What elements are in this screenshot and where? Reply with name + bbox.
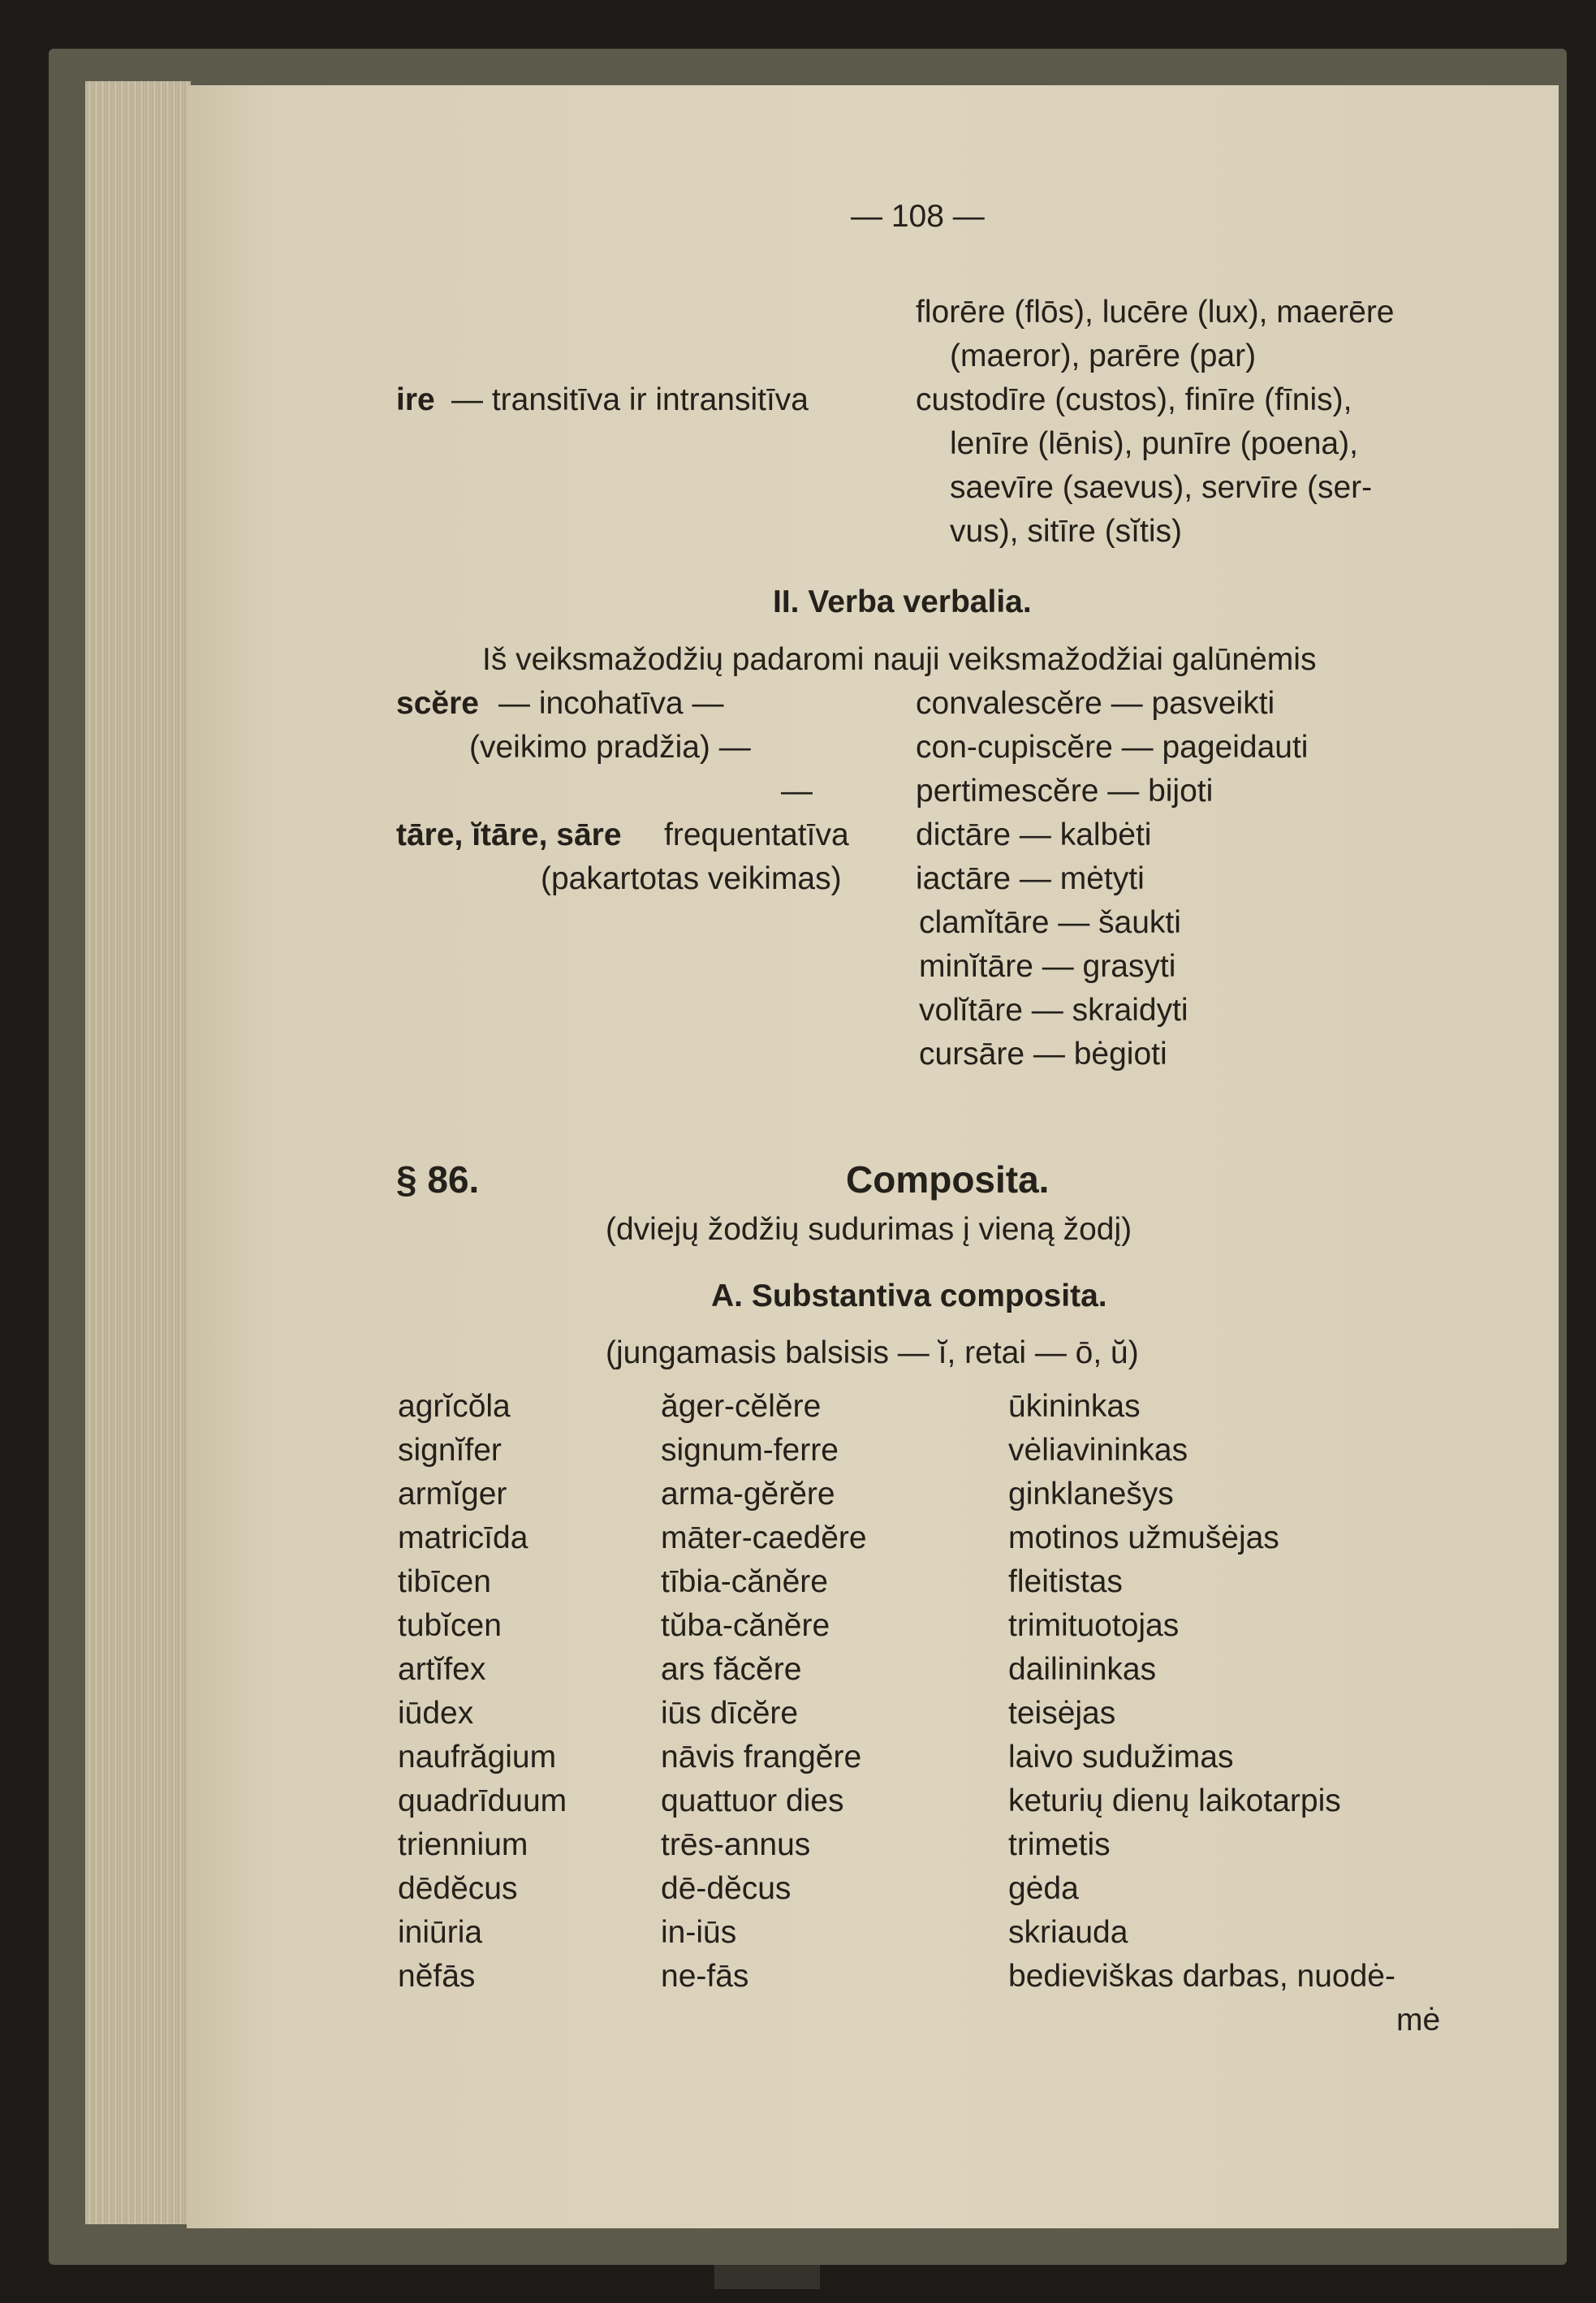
top-line-1: florēre (flōs), lucēre (lux), maerēre [916,295,1395,330]
composita-meaning: gėda [1008,1871,1079,1906]
composita-word: signĭfer [398,1433,502,1468]
composita-meaning: dailininkas [1008,1652,1157,1687]
composita-meaning: ūkininkas [1008,1389,1141,1424]
composita-word: tubĭcen [398,1608,502,1643]
section-ii-title: II. Verba verbalia. [773,584,1032,619]
verbalia-example-5: iactāre — mėtyti [916,861,1145,896]
composita-meaning: keturių dienų laikotarpis [1008,1783,1341,1818]
verbalia-example-3: pertimescĕre — bijoti [916,774,1214,809]
section-86-subtitle: (dviejų žodžių sudurimas į vieną žodį) [606,1212,1132,1247]
composita-meaning: vėliavininkas [1008,1433,1188,1468]
composita-meaning: bedieviškas darbas, nuodė- [1008,1959,1395,1994]
composita-parts: tŭba-cănĕre [661,1608,830,1643]
section-86-number: § 86. [396,1158,480,1201]
composita-word: artĭfex [398,1652,486,1687]
composita-word: agrĭcŏla [398,1389,511,1424]
composita-meaning: motinos užmušėjas [1008,1520,1279,1555]
top-line-4: lenīre (lēnis), punīre (poena), [950,426,1358,461]
composita-parts: ăger-cĕlĕre [661,1389,822,1424]
composita-parts: tībia-cănĕre [661,1564,828,1599]
tare-label: tāre, ĭtāre, sāre [396,817,622,852]
composita-meaning: teisėjas [1008,1696,1116,1731]
page-edges [85,81,191,2224]
composita-parts: signum-ferre [661,1433,839,1468]
composita-word: naufrăgium [398,1740,557,1775]
scere-label: scĕre [396,686,479,721]
verbalia-example-6: clamĭtāre — šaukti [919,905,1181,940]
verbalia-example-1: convalescĕre — pasveikti [916,686,1275,721]
top-line-5: saevīre (saevus), servīre (ser- [950,470,1373,505]
composita-meaning: trimetis [1008,1827,1111,1862]
section-86-title: Composita. [846,1158,1050,1201]
book-page [187,85,1559,2228]
composita-meaning: trimituotojas [1008,1608,1180,1643]
composita-word: iūdex [398,1696,474,1731]
composita-word: quadrīduum [398,1783,567,1818]
cover-tab [714,2265,820,2289]
composita-meaning: fleitistas [1008,1564,1123,1599]
composita-word: dēdĕcus [398,1871,518,1906]
tare-paren: (pakartotas veikimas) [541,861,842,896]
composita-parts: iūs dīcĕre [661,1696,799,1731]
tare-rest: frequentatīva [664,817,849,852]
substantiva-heading: A. Substantiva composita. [711,1279,1107,1313]
composita-meaning: skriauda [1008,1915,1128,1950]
top-line-2: (maeror), parēre (par) [950,339,1257,373]
composita-parts: ne-fās [661,1959,749,1994]
verbalia-example-4: dictāre — kalbėti [916,817,1152,852]
composita-parts: arma-gĕrĕre [661,1477,835,1512]
linking-vowel-note: (jungamasis balsisis — ĭ, retai — ō, ŭ) [606,1335,1139,1370]
composita-meaning-continuation: mė [1396,2003,1441,2038]
scere-paren: (veikimo pradžia) — [469,730,751,765]
section-ii-intro: Iš veiksmažodžių padaromi nauji veiksmažodžiai galūnėmis [482,642,1317,677]
scere-rest: — incohatīva — [498,686,724,721]
top-line-3: custodīre (custos), finīre (fīnis), [916,382,1352,417]
composita-word: tibīcen [398,1564,491,1599]
composita-parts: in-iūs [661,1915,737,1950]
ire-term: ire [396,382,435,417]
verbalia-example-9: cursāre — bėgioti [919,1037,1167,1072]
composita-parts: nāvis frangĕre [661,1740,862,1775]
top-line-6: vus), sitīre (sĭtis) [950,514,1183,549]
composita-parts: quattuor dies [661,1783,844,1818]
composita-parts: māter-caedĕre [661,1520,867,1555]
composita-word: matricīda [398,1520,528,1555]
verbalia-example-2: con-cupiscĕre — pageidauti [916,730,1309,765]
composita-parts: ars făcĕre [661,1652,802,1687]
page-number: — 108 — [851,199,985,234]
verbalia-example-8: volĭtāre — skraidyti [919,993,1188,1028]
composita-parts: trēs-annus [661,1827,811,1862]
verbalia-example-7: minĭtāre — grasyti [919,949,1176,984]
composita-parts: dē-dĕcus [661,1871,792,1906]
composita-word: armĭger [398,1477,507,1512]
ire-desc: — transitīva ir intransitīva [451,382,809,417]
scere-dash: — [781,774,813,809]
composita-word: iniūria [398,1915,483,1950]
composita-word: nĕfās [398,1959,476,1994]
composita-meaning: ginklanešys [1008,1477,1174,1512]
composita-word: triennium [398,1827,528,1862]
composita-meaning: laivo sudužimas [1008,1740,1234,1775]
